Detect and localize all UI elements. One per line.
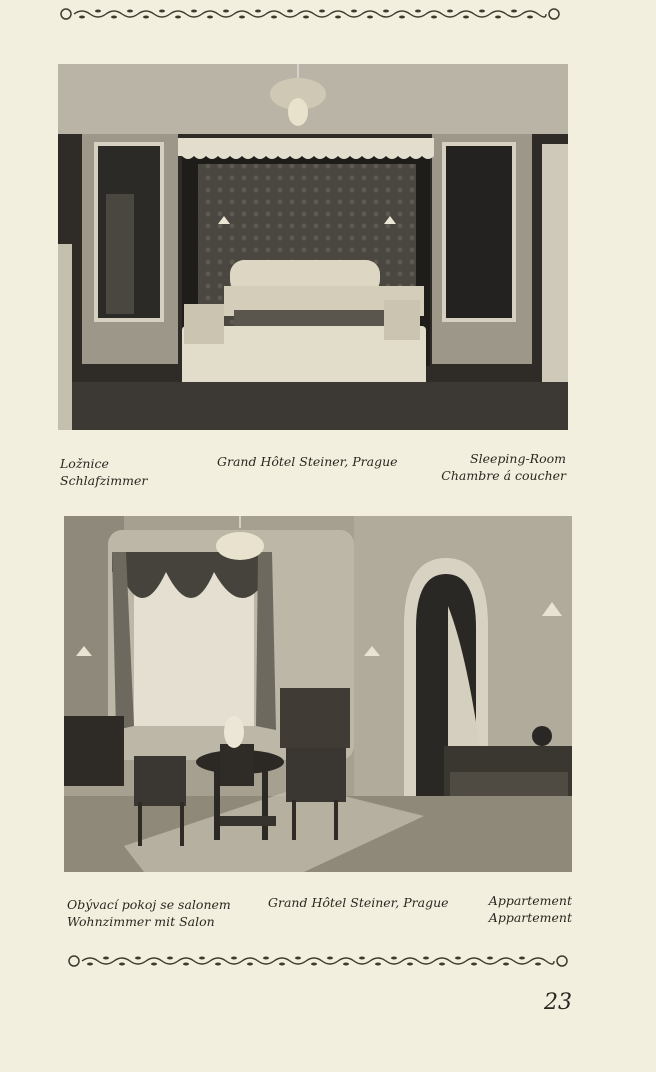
caption-left-1 [60,455,147,489]
caption-right-1 [441,450,566,484]
page-number: 23 [544,990,572,1015]
bottom-ornament-border [66,953,570,969]
top-ornament-border [58,6,562,22]
bedroom-photo [58,64,568,430]
caption-center-2: Grand Hôtel Steiner, Prague [268,895,449,910]
caption-english: Appartement [488,893,572,908]
caption-left-2 [67,896,231,930]
caption-english: Sleeping-Room [470,451,566,466]
caption-german: Wohnzimmer mit Salon [67,914,215,929]
caption-french: Chambre á coucher [441,468,566,483]
caption-right-2 [489,892,572,926]
caption-czech: Ložnice [60,456,109,471]
caption-czech: Obývací pokoj se salonem [67,897,231,912]
caption-german: Schlafzimmer [60,473,148,488]
caption-center-1: Grand Hôtel Steiner, Prague [217,454,398,469]
caption-french: Appartement [488,910,572,925]
living-room-photo [64,516,572,872]
